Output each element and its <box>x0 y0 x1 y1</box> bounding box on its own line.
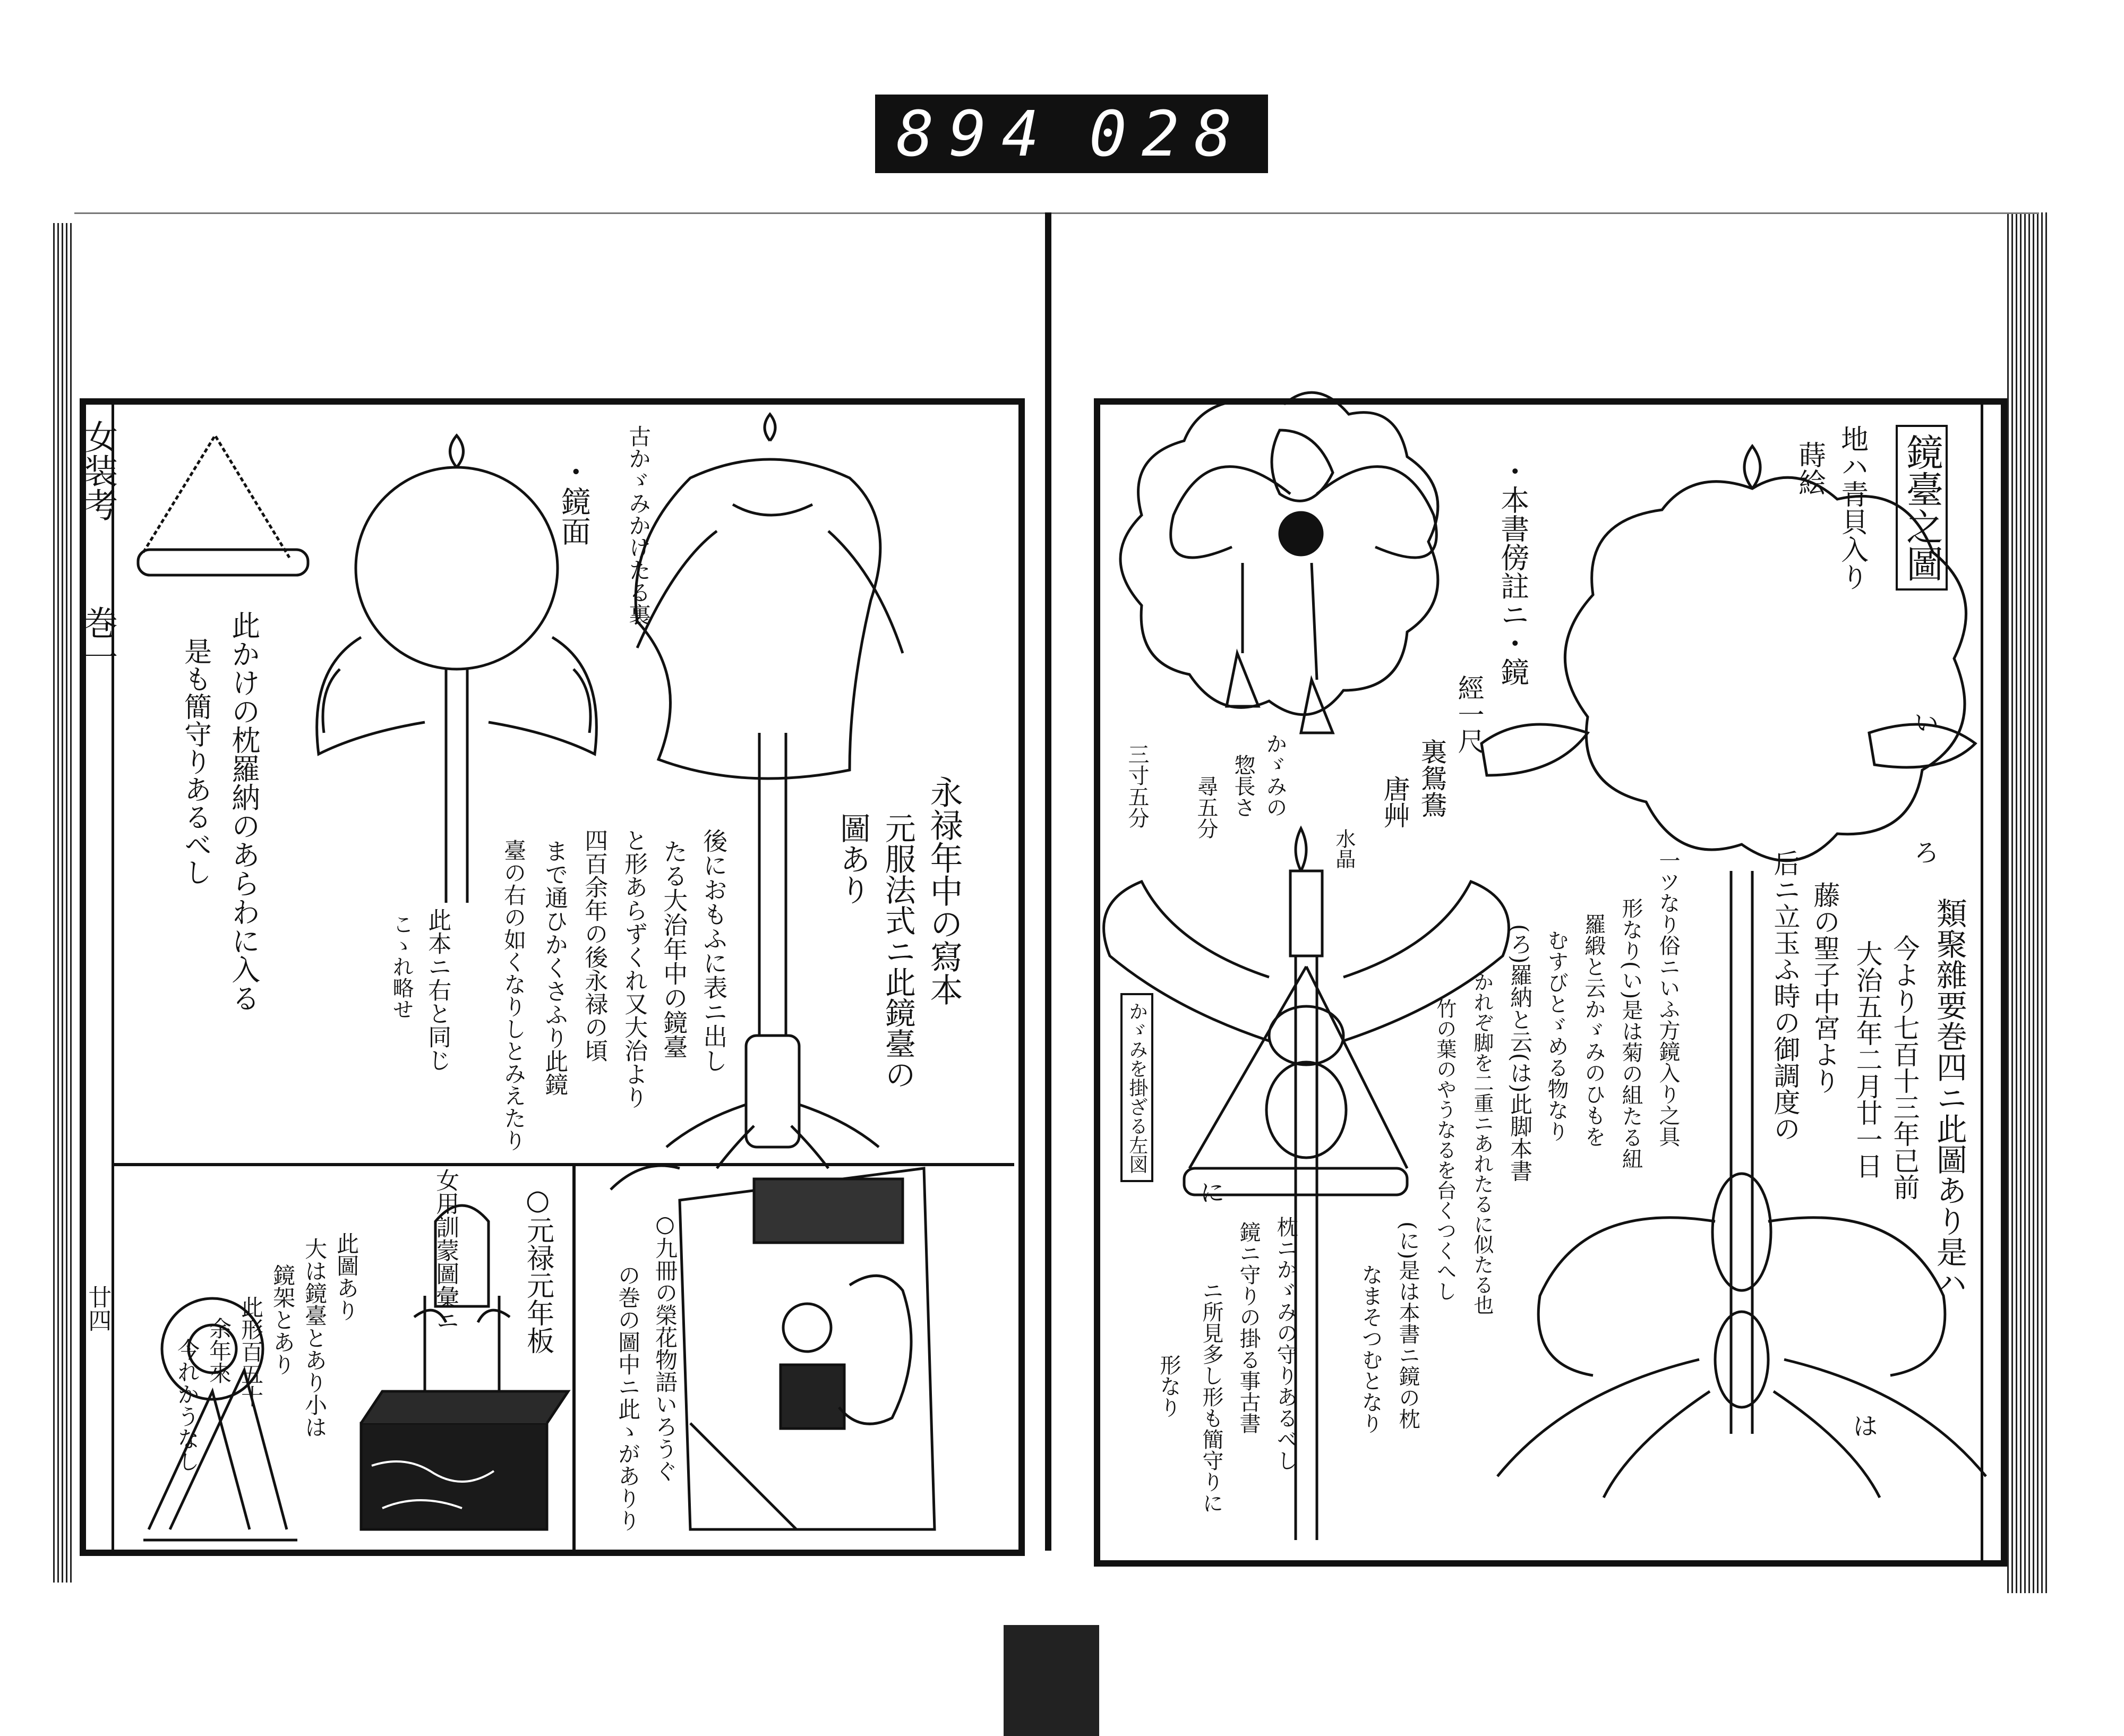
note-line: 臺の右の如くなりしとみえたり <box>501 839 527 1151</box>
text-line: (ろ)羅納と云(は)此脚本書 <box>1507 924 1534 1182</box>
text-line: 形なり(い)是は菊の組たる紐 <box>1618 897 1643 1169</box>
mirror-face-label: ・鏡面 <box>556 457 591 546</box>
text-line: なまそつむとなり <box>1358 1264 1383 1434</box>
note-line: 圖あり <box>834 813 871 905</box>
text-line: 藤の聖子中宮より <box>1809 882 1840 1094</box>
book-note: 唐艸 <box>1379 775 1410 828</box>
book-note: ・本書傍註ニ・鏡 <box>1496 457 1530 686</box>
text-line: ニ所見多し形も簡守りに <box>1199 1280 1223 1513</box>
text-line: 形なり <box>1157 1354 1181 1418</box>
text-line: かれぞ脚を二重ニあれたるに似たる也 <box>1470 972 1494 1315</box>
lacquer-label: 蒔絵 <box>1793 441 1826 496</box>
measurement-note: 尋五分 <box>1194 775 1218 839</box>
text-line: (に)是は本書ニ鏡の枕 <box>1395 1221 1420 1430</box>
text-line: 類聚雜要巻四ニ此圖あり是ハ <box>1931 897 1967 1298</box>
bottom-panel-line: 余年來 <box>206 1317 233 1384</box>
bottom-panel-line: 此圖あり <box>333 1232 360 1321</box>
marker-ro: ろ <box>1914 839 1939 867</box>
note-line: まで通ひかくさふり此鏡 <box>541 839 568 1096</box>
pillow-note: 此かけの枕羅納のあらわに入る <box>227 611 261 1012</box>
text-line: 羅緞と云かゞみのひもを <box>1581 913 1606 1147</box>
margin-title: 女装考 <box>78 420 118 521</box>
book-title: 女用訓蒙圖彙ニ <box>432 1168 459 1332</box>
bottom-panel-line: 今れかうなし <box>174 1338 201 1472</box>
bottom-panel-line: 此形百五十 <box>238 1296 264 1407</box>
book-note: 經一尺 <box>1453 674 1485 754</box>
measurement-note: 三寸五分 <box>1125 743 1149 828</box>
text-line: 竹の葉のやうなるを台くつくへし <box>1433 998 1457 1301</box>
text-line: 后ニ立玉ふ時の御調度の <box>1769 850 1801 1142</box>
note-line: たる大治年中の鏡臺 <box>660 839 689 1059</box>
note-line: 元服法式ニ此鏡臺の <box>879 813 916 1090</box>
note-line: 永禄年中の寫本 <box>924 775 964 1006</box>
measurement-note: かゞみの <box>1263 733 1287 818</box>
catalog-number-right: 028 <box>1089 97 1247 170</box>
text-line: 枕ニかゞみの守りあるべし <box>1273 1216 1298 1471</box>
note-line: と形あらずくれ又大治より <box>620 828 648 1109</box>
page-title: 鏡臺之圖 <box>1896 425 1948 591</box>
painting-caption: の巻の圖中ニ此ゝがありり <box>615 1264 641 1532</box>
bottom-panel-line: 鏡架とあり <box>270 1264 296 1375</box>
marker-ha: は <box>1853 1412 1878 1441</box>
tassel-cord-icon <box>1120 392 1438 733</box>
note-line: 四百余年の後永禄の頃 <box>580 828 608 1062</box>
crystal-label: 水晶 <box>1332 828 1356 869</box>
text-line: 今より七百十三年已前 <box>1889 935 1920 1200</box>
lacquer-label: 地ハ青貝入り <box>1836 425 1868 591</box>
text-line: 大治五年二月廿一日 <box>1852 940 1883 1179</box>
note-line: 後におもふに表ニ出し <box>699 828 729 1073</box>
measurement-note: 惣長さ <box>1231 754 1255 818</box>
book-note: 裏鴛鴦 <box>1416 738 1448 818</box>
text-line: 一ツなり俗ニいふ方鏡入り之具 <box>1656 850 1680 1147</box>
text-line: 鏡ニ守りの掛る事古書 <box>1236 1221 1261 1434</box>
small-note: こゝれ略せ <box>389 913 414 1020</box>
marker-ni: に <box>1200 1178 1224 1207</box>
text-line: むすびとゞめる物なり <box>1544 929 1569 1142</box>
mirror-back-label: 古かゞみかけたる裏 <box>626 425 652 626</box>
marker-i: い <box>1914 708 1939 737</box>
painting-caption: ○九冊の榮花物語いろうぐ <box>652 1211 679 1482</box>
pillow-note: 是も簡守りあるべし <box>179 637 211 886</box>
genroku-heading: ○元禄元年板 <box>521 1184 554 1354</box>
catalog-number-left: 894 <box>896 97 1055 170</box>
small-note: 此本ニ右と同じ <box>424 908 451 1072</box>
page-number: 廿四 <box>84 1285 112 1332</box>
bottom-panel-line: 大は鏡臺とあり小は <box>302 1237 328 1438</box>
margin-volume: 巻一 <box>78 605 118 673</box>
hanging-label: かゞみを掛ざる左図 <box>1120 993 1153 1182</box>
